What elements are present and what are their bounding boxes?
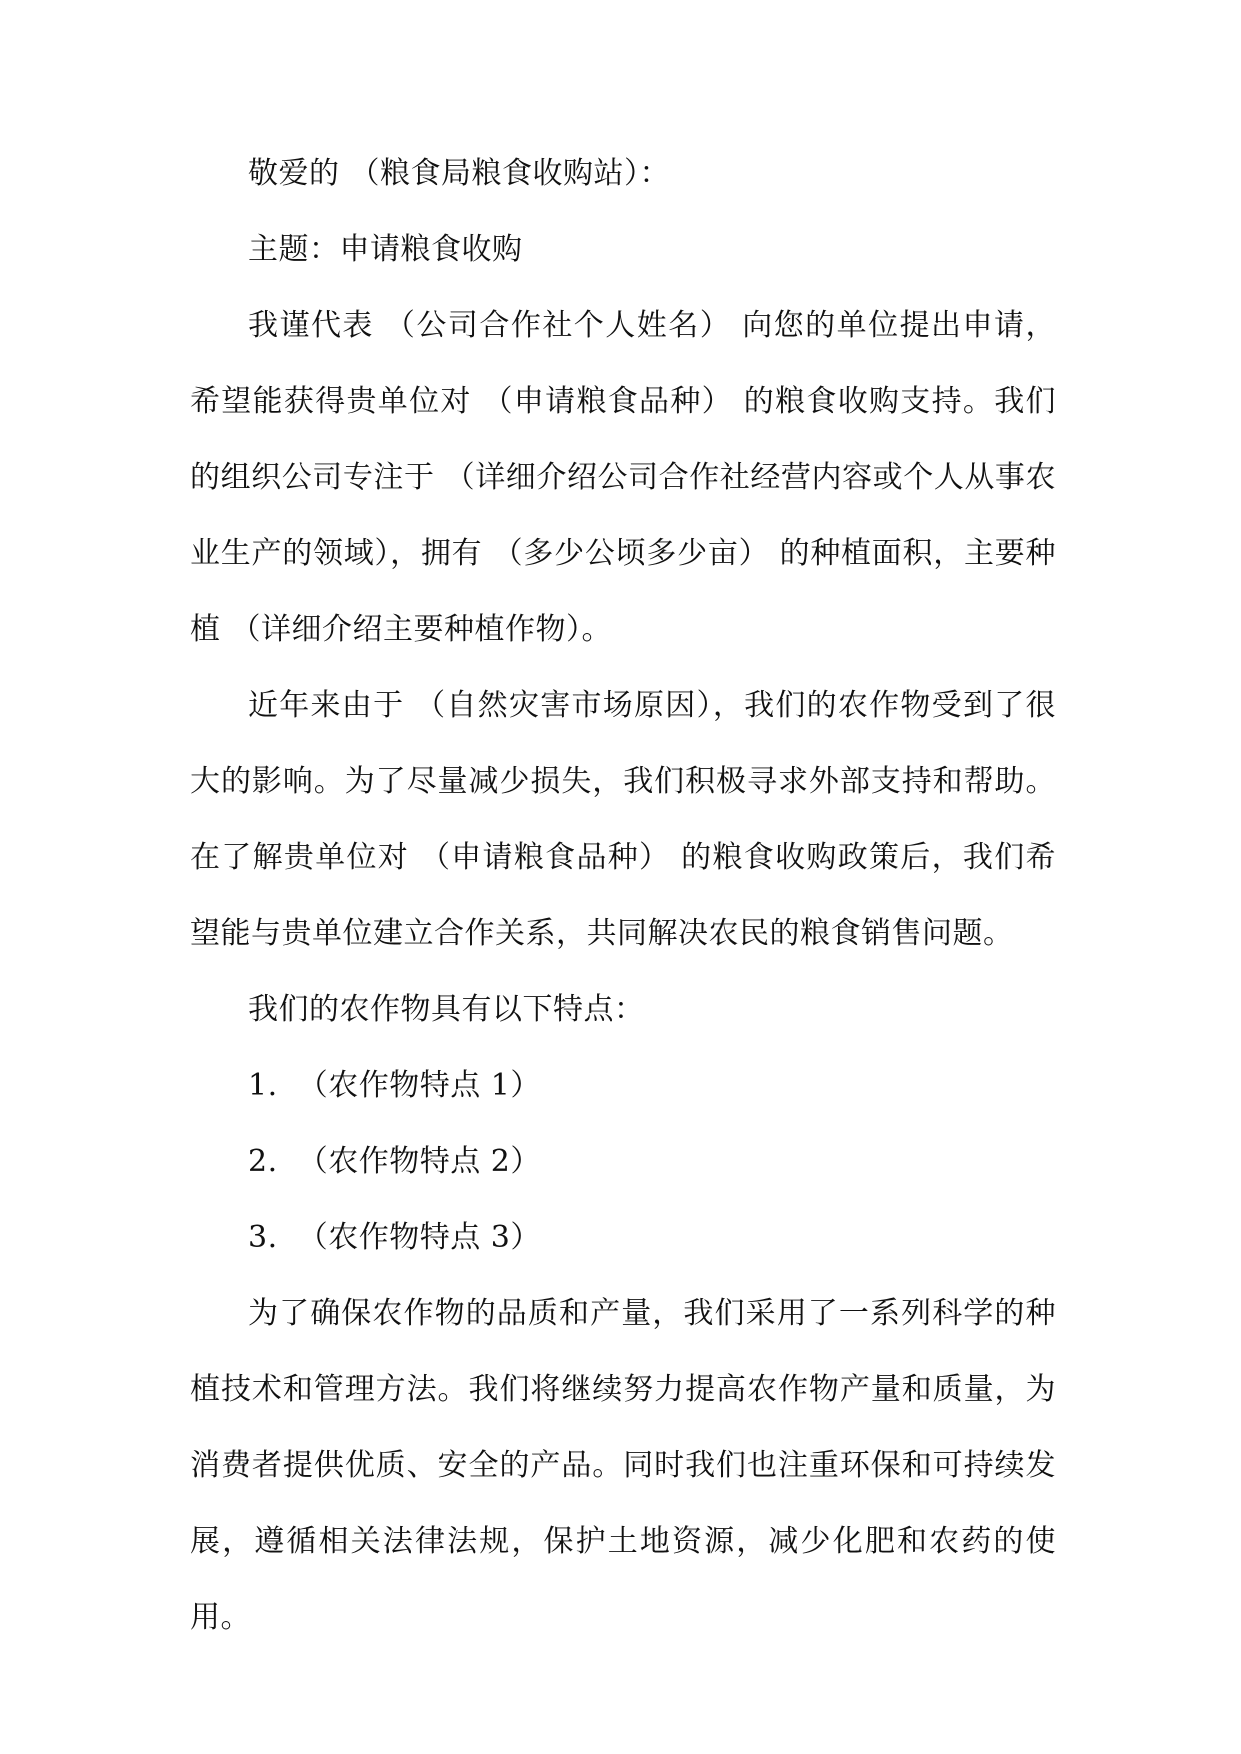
quality-paragraph: 为了确保农作物的品质和产量，我们采用了一系列科学的种植技术和管理方法。我们将继续努力提高农作物产量和质量，为消费者提供优质、安全的产品。同时我们也注重环保和可持续发展，遵循相关法律法规，保护土地资源，减少化肥和农药的使用。: [190, 1296, 1056, 1635]
salutation: 敬爱的 （粮食局粮食收购站）：: [248, 156, 671, 191]
feature-item-1: 1. （农作物特点 1）: [248, 1068, 541, 1103]
features-intro: 我们的农作物具有以下特点：: [248, 992, 645, 1027]
subject-line: 主题：申请粮食收购: [248, 232, 523, 267]
feature-item-2: 2. （农作物特点 2）: [248, 1144, 541, 1179]
letter-body: [190, 136, 1056, 1656]
background-paragraph: 近年来由于 （自然灾害市场原因），我们的农作物受到了很大的影响。为了尽量减少损失，我们积极寻求外部支持和帮助。在了解贵单位对 （申请粮食品种） 的粮食收购政策后，我们希望能与贵单位建立合作关系，共同解决农民的粮食销售问题。: [190, 688, 1056, 951]
feature-item-3: 3. （农作物特点 3）: [248, 1220, 541, 1255]
intro-paragraph: 我谨代表 （公司合作社个人姓名） 向您的单位提出申请，希望能获得贵单位对 （申请粮食品种） 的粮食收购支持。我们的组织公司专注于 （详细介绍公司合作社经营内容或个人从事农业生产的领域），拥有 （多少公顷多少亩） 的种植面积，主要种植 （详细介绍主要种植作物）。: [190, 308, 1056, 647]
